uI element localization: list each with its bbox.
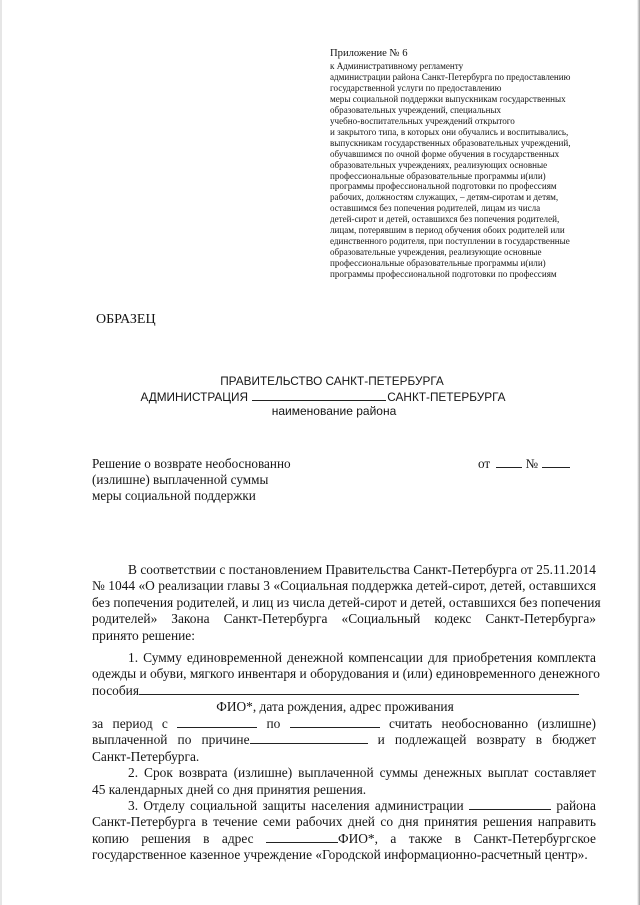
- intro-last-line: принято решение:: [92, 627, 195, 643]
- item1-continued-and-items: [92, 716, 596, 864]
- decision-title-line: меры социальной поддержки: [92, 488, 256, 503]
- item3-line: [92, 798, 596, 814]
- item1-line: 1. Сумму единовременной денежной компенсации для приобретения комплекта: [128, 650, 596, 665]
- address-fio-blank[interactable]: [266, 842, 338, 843]
- intro-line: без попечения родителей, и лиц из числа детей-сирот и детей, оставшихся без попечения: [92, 594, 601, 610]
- item3-line: Санкт-Петербурга в течение семи рабочих дней со дня принятия решения направить: [92, 814, 596, 830]
- appendix-block: [330, 48, 590, 280]
- appendix-line: образовательные учреждения, реализующие основные: [330, 247, 542, 258]
- appendix-line: программы профессиональной подготовки по профессиям: [330, 269, 557, 280]
- item3-address-label: копию решения в адрес: [92, 830, 254, 846]
- sample-label: ОБРАЗЕЦ: [96, 312, 156, 327]
- government-title: ПРАВИТЕЛЬСТВО САНКТ-ПЕТЕРБУРГА: [220, 374, 444, 388]
- appendix-line: обучавшимся по очной форме обучения в государственных: [330, 148, 560, 159]
- district-name-blank[interactable]: [252, 400, 386, 401]
- item1-recipient-prefix: пособия: [92, 682, 139, 698]
- appendix-line: программы профессиональной подготовки по профессиям: [330, 181, 557, 192]
- appendix-line: образовательных учреждениях, реализующих основные: [330, 159, 548, 170]
- period-to-blank[interactable]: [290, 727, 380, 728]
- appendix-line: единственного родителя, при поступлении в государственные: [330, 236, 570, 247]
- item1-block: [92, 650, 600, 699]
- administration-line: [0, 390, 640, 404]
- item2-line: 45 календарных дней со дня принятия решения.: [92, 781, 367, 797]
- appendix-line: к Административному регламенту: [330, 61, 464, 71]
- intro-line: родителей» Закона Санкт-Петербурга «Социальный кодекс Санкт-Петербурга»: [92, 611, 596, 627]
- decision-title-line: (излишне) выплаченной суммы: [92, 472, 269, 487]
- recipient-fio-blank[interactable]: [139, 694, 579, 695]
- reason-end: Санкт-Петербурга.: [92, 748, 200, 764]
- item3-address-rest: ФИО*, а также в Санкт-Петербургское: [337, 830, 596, 846]
- item3-address-line: [92, 831, 596, 847]
- item1-line: одежды и обуви, мягкого инвентаря и оборудования и (или) единовременного денежного: [92, 666, 600, 682]
- appendix-line: меры социальной поддержки выпускникам государственных: [330, 93, 566, 104]
- period-rest: считать необоснованно (излишне): [389, 716, 596, 731]
- reason-label: выплаченной по причине: [92, 732, 250, 748]
- item1-recipient-line: [92, 683, 596, 699]
- appendix-title: Приложение № 6: [330, 48, 408, 59]
- date-label: от: [478, 456, 491, 471]
- appendix-line: выпускникам государственных образовательных учреждений,: [330, 137, 571, 148]
- number-label: №: [525, 456, 539, 471]
- period-from-label: за период с: [92, 716, 168, 731]
- decision-date-number: [478, 456, 570, 472]
- period-from-blank[interactable]: [177, 727, 257, 728]
- period-line: [92, 716, 596, 732]
- appendix-line: образовательных учреждений, специальных: [330, 104, 502, 115]
- intro-line: № 1044 «О реализации главы 3 «Социальная поддержка детей-сирот, детей, оставшихся: [92, 578, 596, 594]
- recipient-fio-caption: ФИО*, дата рождения, адрес проживания: [216, 699, 454, 714]
- district-caption: наименование района: [271, 404, 397, 418]
- appendix-line: профессиональные образовательные программы и(или): [330, 170, 546, 181]
- scan-edge-left: [0, 0, 2, 905]
- reason-blank[interactable]: [250, 743, 368, 744]
- item3-prefix: 3. Отделу социальной защиты населения администрации: [128, 798, 464, 814]
- appendix-line: учебно-воспитательных учреждений открытого: [330, 115, 515, 126]
- reason-rest: и подлежащей возврату в бюджет: [377, 732, 596, 748]
- decision-title: [92, 456, 291, 504]
- appendix-line: профессиональные образовательные программы и(или): [330, 258, 546, 269]
- administration-prefix: АДМИНИСТРАЦИЯ: [140, 390, 249, 404]
- department-district-blank[interactable]: [469, 809, 551, 810]
- appendix-line: лицам, потерявшим в период обучения обоих родителей или: [330, 225, 565, 236]
- appendix-line: рабочих, должностям служащих, – детям-сиротам и детям,: [330, 192, 559, 203]
- decision-title-line: Решение о возврате необоснованно: [92, 456, 291, 471]
- reason-line: [92, 732, 596, 748]
- date-blank[interactable]: [496, 467, 522, 468]
- administration-suffix: САНКТ-ПЕТЕРБУРГА: [387, 390, 506, 404]
- number-blank[interactable]: [542, 467, 570, 468]
- item3-suffix: района: [556, 798, 596, 814]
- appendix-line: детей-сирот и детей, оставшихся без попечения родителей,: [330, 214, 560, 225]
- item2-line: 2. Срок возврата (излишне) выплаченной суммы денежных выплат составляет: [128, 765, 596, 781]
- period-to-label: по: [266, 716, 281, 731]
- item3-line: государственное казенное учреждение «Городской информационно-расчетный центр».: [92, 847, 588, 863]
- appendix-line: и закрытого типа, в которых они обучались и воспитывались,: [330, 126, 569, 137]
- intro-line: В соответствии с постановлением Правительства Санкт-Петербурга от 25.11.2014: [128, 562, 596, 577]
- appendix-line: государственной услуги по предоставлению: [330, 82, 502, 93]
- appendix-line: оставшимся без попечения родителей, лицам из числа: [330, 203, 541, 214]
- intro-paragraph: [92, 562, 601, 644]
- appendix-line: администрации района Санкт-Петербурга по предоставлению: [330, 71, 571, 82]
